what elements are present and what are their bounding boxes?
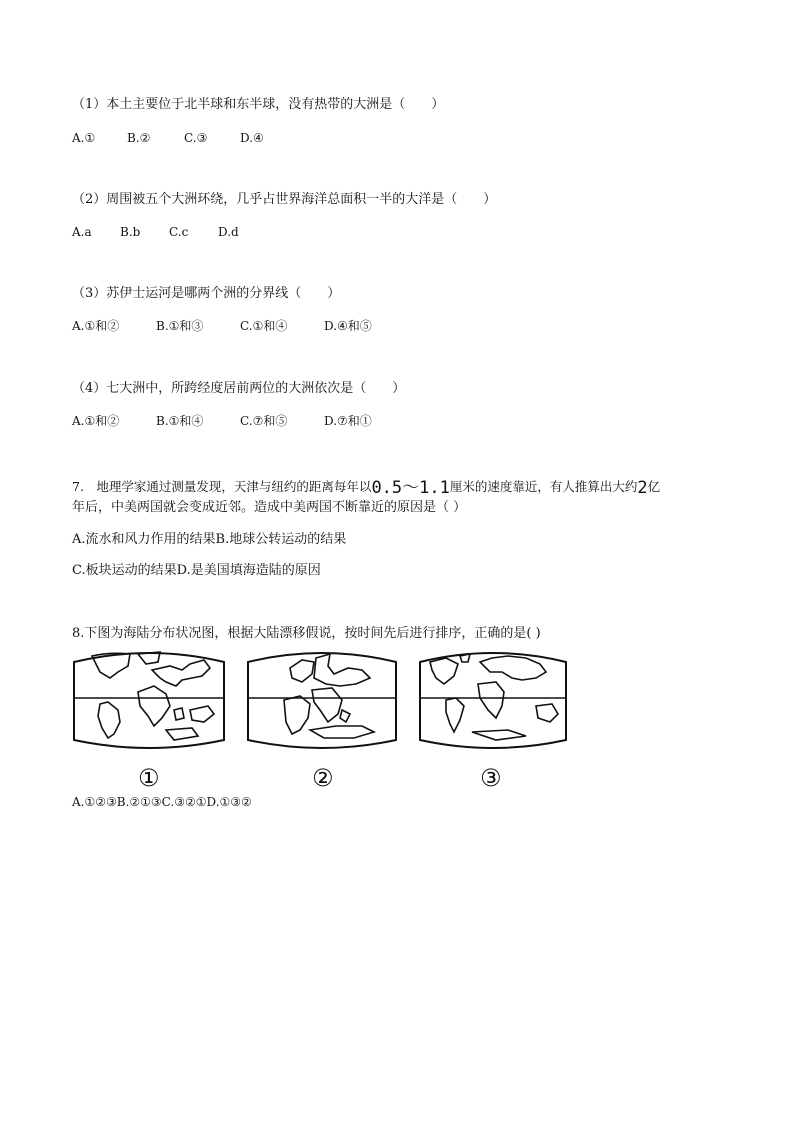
q6-sub3-options (72, 318, 372, 334)
q7-option-a[interactable]: A.流水和风力作用的结果 (72, 532, 216, 547)
q7-speed-value: 0.5～1.1 (371, 478, 450, 498)
q6-sub3-option-d[interactable]: D.④和⑤ (324, 319, 372, 333)
map-2-label: ② (312, 764, 334, 792)
q6-sub3-option-b[interactable]: B.①和③ (156, 319, 204, 333)
map-1-figure (70, 648, 228, 752)
map-3-label: ③ (480, 764, 502, 792)
q6-sub1-option-c[interactable]: C.③ (184, 131, 208, 145)
q6-sub1-stem: （1）本土主要位于北半球和东半球，没有热带的大洲是（ ） (72, 97, 445, 112)
q7-stem-line2: 年后，中美两国就会变成近邻。造成中美两国不断靠近的原因是（ ） (72, 500, 467, 515)
q6-sub4-option-a[interactable]: A.①和② (72, 414, 120, 428)
q7-stem-part2: 厘米的速度靠近，有人推算出大约 (449, 479, 638, 494)
q6-sub2-option-b[interactable]: B.b (120, 225, 141, 239)
q6-sub2-option-c[interactable]: C.c (169, 225, 189, 239)
q6-sub2-option-d[interactable]: D.d (218, 225, 239, 239)
q6-sub3-stem: （3）苏伊士运河是哪两个洲的分界线（ ） (72, 286, 341, 301)
q6-sub1-option-a[interactable]: A.① (72, 131, 96, 145)
continental-drift-maps (70, 648, 570, 798)
q6-sub4-option-c[interactable]: C.⑦和⑤ (240, 414, 288, 428)
q8-stem: 8.下图为海陆分布状况图，根据大陆漂移假说，按时间先后进行排序，正确的是( ) (72, 626, 541, 641)
q6-sub1-options (72, 130, 264, 146)
q7-years-value: 2 (637, 478, 648, 498)
q7-option-b[interactable]: B.地球公转运动的结果 (215, 532, 347, 547)
q6-sub4-option-b[interactable]: B.①和④ (156, 414, 204, 428)
q6-sub2-option-a[interactable]: A.a (72, 225, 92, 239)
map-2-figure (244, 648, 400, 752)
map-1-label: ① (138, 764, 160, 792)
q7-options-row2 (72, 563, 321, 579)
q7-stem-part3: 亿 (647, 479, 661, 494)
map-3-figure (416, 648, 570, 752)
q7-option-d[interactable]: D.是美国填海造陆的原因 (176, 563, 321, 578)
q6-sub4-stem: （4）七大洲中，所跨经度居前两位的大洲依次是（ ） (72, 381, 406, 396)
q7-stem-line1 (72, 479, 660, 496)
q6-sub1-option-d[interactable]: D.④ (240, 131, 264, 145)
q7-options-row1 (72, 532, 346, 548)
q7-option-c[interactable]: C.板块运动的结果 (72, 563, 177, 578)
q7-stem-part1: 7. 地理学家通过测量发现，天津与纽约的距离每年以 (72, 479, 372, 494)
q6-sub3-option-c[interactable]: C.①和④ (240, 319, 288, 333)
q8-options[interactable]: A.①②③B.②①③C.③②①D.①③② (72, 795, 252, 809)
q6-sub4-option-d[interactable]: D.⑦和① (324, 414, 372, 428)
q6-sub1-option-b[interactable]: B.② (127, 131, 151, 145)
q6-sub2-options (72, 224, 239, 240)
q6-sub3-option-a[interactable]: A.①和② (72, 319, 120, 333)
q6-sub2-stem: （2）周围被五个大洲环绕，几乎占世界海洋总面积一半的大洋是（ ） (72, 192, 497, 207)
q6-sub4-options (72, 413, 372, 429)
